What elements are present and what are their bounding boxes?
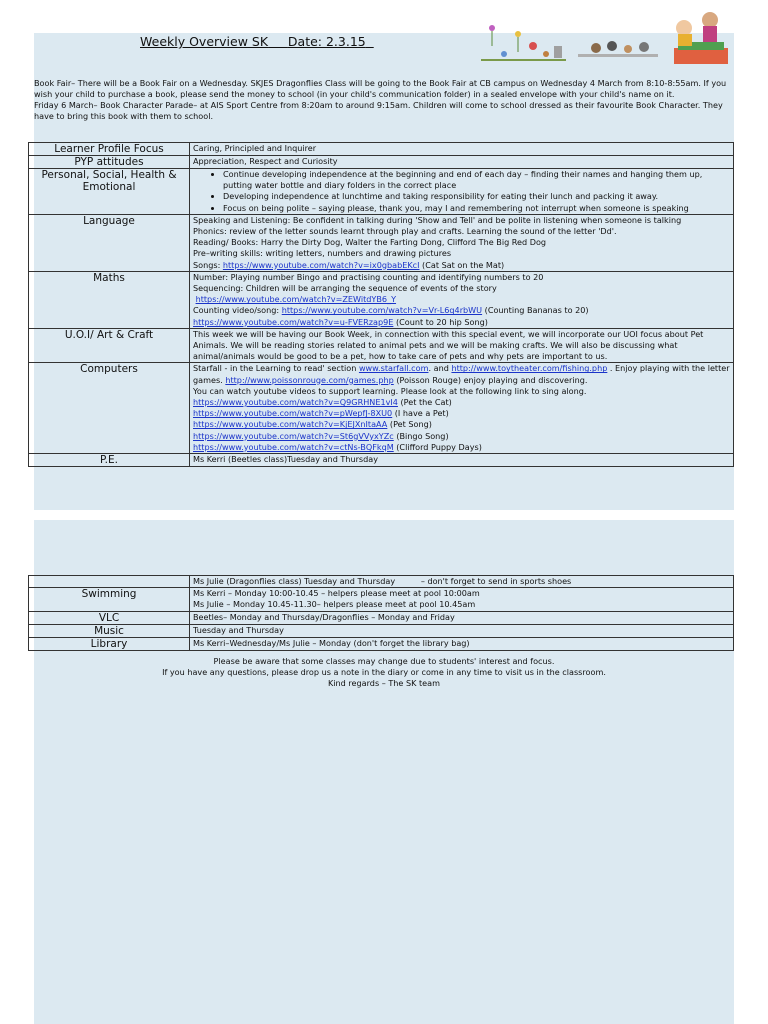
swimming-line: Ms Julie – Monday 10.45-11.30– helpers please meet at pool 10.45am [193, 599, 476, 610]
footer-line: If you have any questions, please drop us a note in the diary or come in any time to visit us in the classroom. [162, 667, 606, 678]
language-line: Reading/ Books: Harry the Dirty Dog, Walter the Farting Dong, Clifford The Big Red Dog [193, 237, 547, 248]
table-row [29, 637, 734, 650]
video-title: (I have a Pet) [392, 408, 449, 419]
poissonrouge-link[interactable]: http://www.poissonrouge.com/games.php [225, 374, 394, 385]
computers-text: . and [428, 363, 452, 374]
maths-line: Number: Playing number Bingo and practising counting and identifying numbers to 20 [193, 271, 544, 282]
swimming-line: Ms Kerri – Monday 10:00-10.45 – helpers please meet at pool 10:00am [193, 588, 480, 599]
video-line [193, 397, 730, 408]
table-row [29, 271, 734, 328]
weekly-overview-table [28, 142, 734, 467]
maths-line: Sequencing: Children will be arranging the sequence of events of the story [193, 283, 497, 294]
video-title: (Pet Song) [387, 419, 432, 430]
row-content: This week we will be having our Book Week, in connection with this special event, we will incorporate our UOI focus about Pet Animals. We will be reading stories related to animal pets and we will be making crafts. We will also be discussing what animal/animals would be good to be a pet, how to take care of pets and why pets are important to us. [190, 328, 734, 363]
video-link[interactable]: https://www.youtube.com/watch?v=Q9GRHNE1vI4 [193, 397, 398, 408]
garden-clipart [478, 16, 568, 66]
row-label: Computers [29, 363, 190, 454]
table-row [29, 328, 734, 363]
footer-line: Please be aware that some classes may change due to students' interest and focus. [213, 656, 555, 666]
computers-line: You can watch youtube videos to support learning. Please look at the following link to sing along. [193, 385, 587, 396]
row-content: Caring, Principled and Inquirer [190, 143, 734, 156]
video-link[interactable]: https://www.youtube.com/watch?v=ctNs-BQFkqM [193, 441, 394, 452]
list-item: • Continue developing independence at the beginning and end of each day – finding their names and hanging them up, putting water bottle and diary folders in the correct place [223, 169, 730, 191]
list-item: • Focus on being polite – saying please, thank you, may I and remembering not interrupt when someone is speaking [223, 203, 730, 214]
language-line: Speaking and Listening: Be confident in talking during 'Show and Tell' and be polite in listening when someone is talking [193, 214, 682, 225]
language-line [193, 260, 730, 271]
video-title: (Bingo Song) [393, 430, 449, 441]
row-content: Ms Kerri–Wednesday/Ms Julie – Monday (don't forget the library bag) [190, 637, 734, 650]
table-row [29, 624, 734, 637]
children-pets-clipart [578, 6, 730, 66]
table-row [29, 214, 734, 271]
row-label: PYP attitudes [29, 156, 190, 169]
video-link[interactable]: https://www.youtube.com/watch?v=KjEJXnItaAA [193, 419, 388, 430]
maths-line [193, 317, 730, 328]
row-content [190, 169, 734, 215]
row-label: Language [29, 214, 190, 271]
book-fair-notice: Book Fair– There will be a Book Fair on a Wednesday. SKJES Dragonflies Class will be going to the Book Fair at CB campus on Wednesday 4 March from 8:10-8:55am. If you wish your child to purchase a book, please send the money to school (in your child's communication folder) in a sealed envelope with your child's name on it. [34, 78, 727, 99]
row-label [29, 576, 190, 588]
starfall-link[interactable]: www.starfall.com [358, 363, 429, 374]
book-parade-notice: Friday 6 March– Book Character Parade– at AIS Sport Centre from 8:20am to around 9:15am. Children will come to school dressed as their favourite Book Character. They have to bring this book with them to school. [34, 100, 723, 121]
song-title: (Cat Sat on the Mat) [419, 259, 505, 270]
counting-video-link[interactable]: https://www.youtube.com/watch?v=Vr-L6q4rbWU [281, 305, 483, 316]
table-row [29, 156, 734, 169]
row-content: Beetles– Monday and Thursday/Dragonflies – Monday and Friday [190, 611, 734, 624]
table-row [29, 588, 734, 611]
computers-text: Starfall - in the Learning to read' section [193, 363, 359, 374]
row-label: VLC [29, 611, 190, 624]
row-content: Tuesday and Thursday [190, 624, 734, 637]
page-break [34, 510, 734, 520]
computers-line [193, 363, 730, 385]
document-title: Weekly Overview SK Date: 2.3.15 [140, 34, 366, 49]
sequence-video-link[interactable]: https://www.youtube.com/watch?v=ZEWitdYB6_Y [195, 294, 397, 305]
row-content [190, 271, 734, 328]
table-row [29, 143, 734, 156]
row-label: Maths [29, 271, 190, 328]
video-line [193, 419, 730, 430]
pshe-list [193, 169, 730, 214]
computers-text: . Enjoy playing with the letter games. [193, 363, 730, 385]
row-content: Ms Kerri (Beetles class)Tuesday and Thursday [190, 454, 734, 467]
row-label: Personal, Social, Health & Emotional [29, 169, 190, 215]
counting-prefix: Counting video/song: [193, 305, 282, 316]
video-title: (Pet the Cat) [397, 397, 452, 408]
language-line: Pre–writing skills: writing letters, numbers and drawing pictures [193, 248, 452, 259]
row-label: P.E. [29, 454, 190, 467]
table-row [29, 169, 734, 215]
closing-notes [34, 656, 734, 690]
row-content: Ms Julie (Dragonflies class) Tuesday and Thursday – don't forget to send in sports shoes [190, 576, 734, 588]
row-content [190, 363, 734, 454]
video-link[interactable]: https://www.youtube.com/watch?v=pWepfJ-8XU0 [193, 408, 393, 419]
row-label: Learner Profile Focus [29, 143, 190, 156]
count-song-link[interactable]: https://www.youtube.com/watch?v=u-FVERzap9E [193, 316, 394, 327]
language-line: Phonics: review of the letter sounds learnt through play and crafts. Learning the sound of the letter 'Dd'. [193, 226, 617, 237]
table-row [29, 576, 734, 588]
song-link[interactable]: https://www.youtube.com/watch?v=ix0gbabEKcI [222, 259, 420, 270]
video-line [193, 431, 730, 442]
row-label: Library [29, 637, 190, 650]
counting-title: (Counting Bananas to 20) [482, 305, 589, 316]
maths-line [193, 294, 730, 305]
row-content: Appreciation, Respect and Curiosity [190, 156, 734, 169]
row-label: U.O.I/ Art & Craft [29, 328, 190, 363]
computers-text: (Poisson Rouge) enjoy playing and discovering. [393, 374, 588, 385]
maths-line [193, 305, 730, 316]
table-row [29, 454, 734, 467]
count-song-title: (Count to 20 hip Song) [393, 316, 488, 327]
songs-prefix: Songs: [193, 259, 223, 270]
video-line [193, 442, 730, 453]
table-row [29, 611, 734, 624]
video-line [193, 408, 730, 419]
video-link[interactable]: https://www.youtube.com/watch?v=St6gVVyxYZc [193, 430, 394, 441]
toytheater-link[interactable]: http://www.toytheater.com/fishing.php [451, 363, 608, 374]
list-item: • Developing independence at lunchtime and taking responsibility for eating their lunch and packing it away. [223, 191, 730, 202]
table-row [29, 363, 734, 454]
intro-announcements [34, 78, 734, 122]
row-label: Music [29, 624, 190, 637]
video-title: (Clifford Puppy Days) [393, 441, 482, 452]
row-label: Swimming [29, 588, 190, 611]
row-content [190, 588, 734, 611]
footer-signoff: Kind regards – The SK team [328, 678, 440, 689]
schedule-table [28, 575, 734, 651]
row-content [190, 214, 734, 271]
